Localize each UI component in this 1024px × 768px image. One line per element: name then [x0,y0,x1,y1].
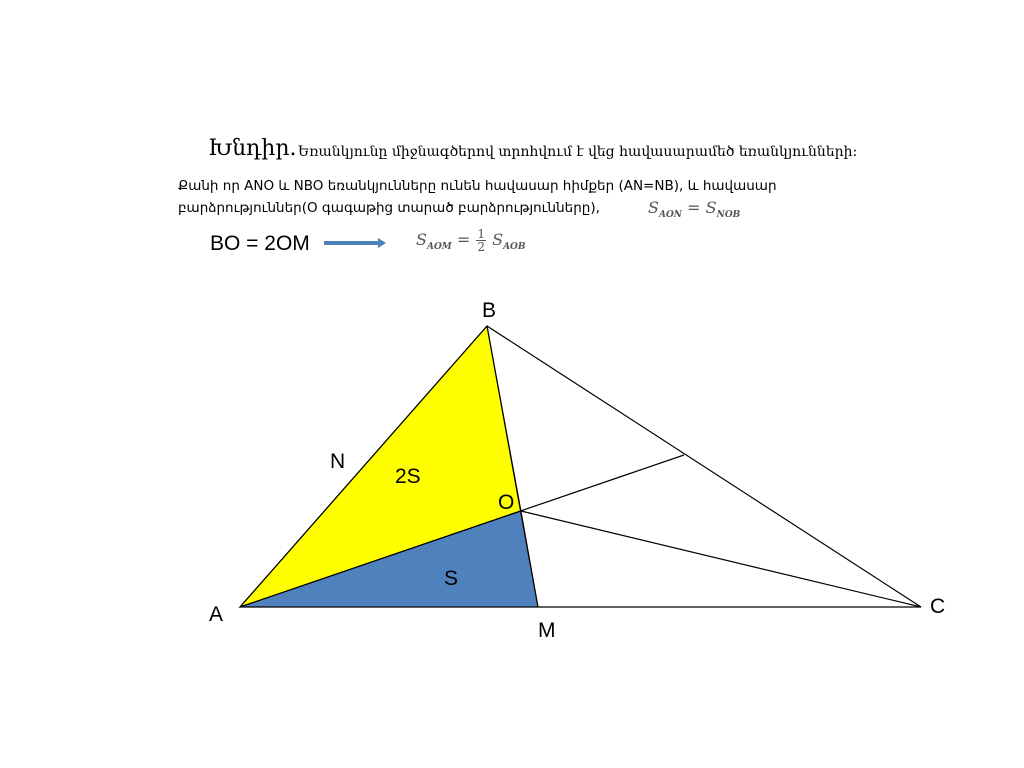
label-S: S [444,567,459,590]
problem-statement: Եռանկյունը միջնագծերով տրոհվում է վեց հավասարամեծ եռանկյունների: [298,144,858,160]
formula-symbol: S [416,230,427,249]
median-ratio-statement: BO = 2OM [210,232,310,255]
formula-equals: = [456,230,471,249]
label-C: C [930,595,946,618]
formula-symbol: S [648,198,659,217]
formula-subscript: AON [658,210,683,221]
label-O: O [498,491,515,514]
fraction-denominator: 2 [477,240,485,254]
label-N: N [330,450,346,473]
label-2S: 2S [395,465,421,488]
segment-OC [521,511,921,607]
problem-title: Խնդիր. [208,136,297,161]
formula-equals: = [687,198,701,217]
fraction-numerator: 1 [477,227,485,241]
formula-subscript: AOB [503,242,526,253]
formula-symbol: S [492,230,504,249]
side-BC [487,326,921,607]
explanation-line-2: բարձրություններ(O գագաթից տարած բարձրությունները), [178,200,600,216]
label-A: A [209,603,224,626]
formula-subscript: AOM [426,242,452,253]
label-B: B [482,299,497,322]
explanation-line-1: Քանի որ ANO և NBO եռանկյունները ունեն հավասար հիմքեր (AN=NB), և հավասար [178,178,777,194]
formula-symbol: S [705,198,717,217]
label-M: M [538,619,556,642]
formula-subscript: NOB [716,210,741,221]
